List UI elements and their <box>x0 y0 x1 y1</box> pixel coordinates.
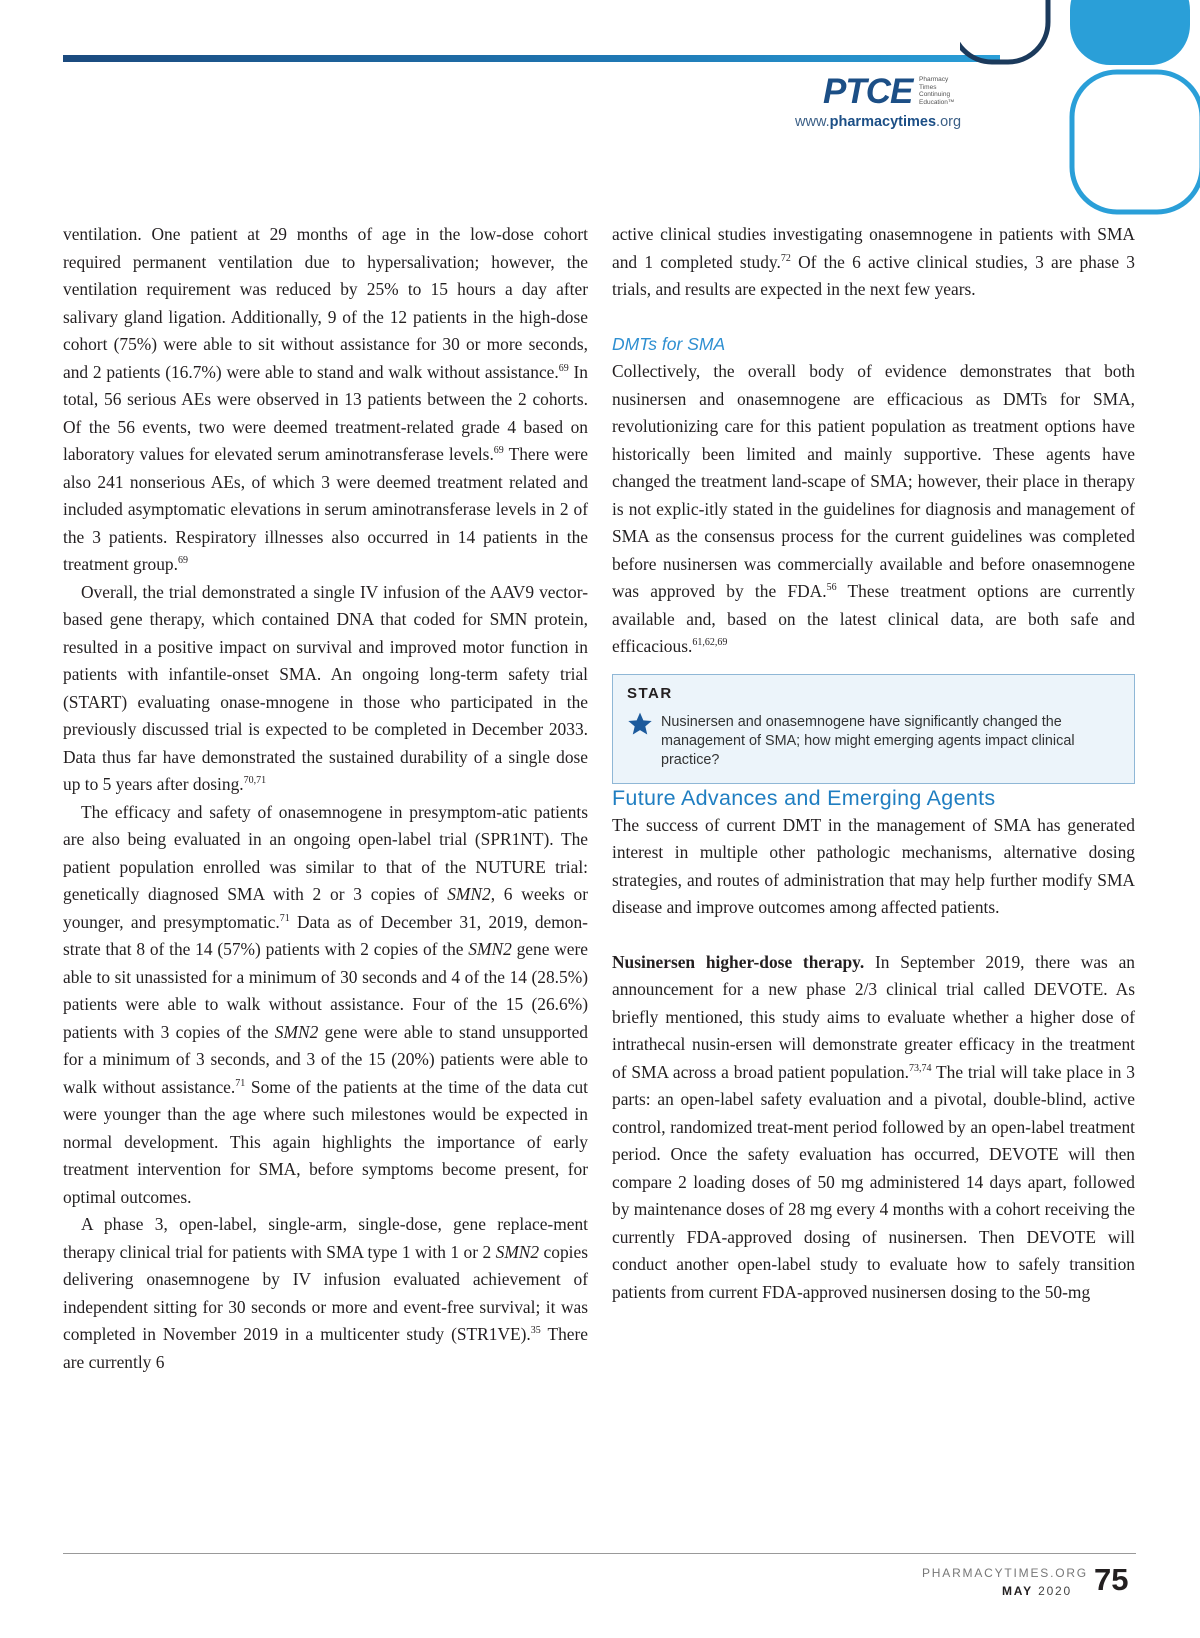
star-callout <box>612 674 1135 784</box>
reference: 35 <box>530 1325 541 1336</box>
ptce-logo <box>795 72 1033 134</box>
right-column <box>612 221 1135 1306</box>
gene-name: SMN2 <box>495 1241 540 1262</box>
star-icon <box>627 711 655 770</box>
footer-site: PHARMACYTIMES.ORG <box>922 1566 1088 1580</box>
left-column <box>63 221 588 1376</box>
paragraph: Collectively, the overall body of evidence demonstrates that both nusinersen and onasemnogene are efficacious as DMTs for SMA, revolutionizing care for this patient population as treatment options have historically been limited and mainly supportive. These agents have changed the treatment land-scape of SMA; however, their place in therapy is not explic-itly stated in the guidelines for diagnosis and management of SMA as the consensus process for the current guidelines was completed before nusinersen was commercially available and before onasemnogene was approved by the FDA.$^{56}$ These treatment options are currently available and, based on the latest clinical data, are both safe and efficacious.$^{61,62,69}$ <box>612 361 1135 656</box>
url-domain: pharmacytimes <box>829 114 937 130</box>
logo-sub-line: Times <box>919 83 937 91</box>
footer-month: MAY <box>1002 1584 1033 1598</box>
logo-sub-line: Pharmacy <box>919 76 949 83</box>
gene-name: SMN2 <box>468 939 512 959</box>
gene-name: SMN2 <box>447 884 491 904</box>
footer-rule <box>63 1553 1136 1554</box>
paragraph: A phase 3, open-label, single-arm, single-dose, gene replace-ment therapy clinical trial for patients with SMA type 1 with 1 or 2 SMN2 copies delivering onasemnogene by IV infusion evaluated achievement of independent sitting for 30 seconds or more and event-free survival; it was completed in November 2019 in a multicenter study (STR1VE).$^{35}$ There are currently 6 <box>63 1214 588 1372</box>
paragraph: Nusinersen higher-dose therapy. In September 2019, there was an announcement for a new phase 2/3 clinical trial called DEVOTE. As briefly mentioned, this study aims to evaluate whether a higher dose of intrathecal nusin-ersen will demonstrate greater efficacy in the treatment of SMA across a broad patient population.$^{73,74}$ The trial will take place in 3 parts: an open-label safety evaluation and a pivotal, double-blind, active control, randomized treat-ment period followed by an open-label treatment period. Once the safety evaluation has occurred, DEVOTE will then compare 2 loading doses of 50 mg administered 14 days apart, followed by maintenance doses of 28 mg every 4 months with a cohort receiving the currently FDA-approved dosing of nusinersen. Then DEVOTE will conduct another open-label study to evaluate how to safely transition patients from current FDA-approved nusinersen dosing to the 50-mg <box>612 951 1135 1302</box>
site-url[interactable] <box>795 114 961 130</box>
url-prefix: www. <box>795 114 830 130</box>
footer-issue-date <box>922 1584 1072 1598</box>
paragraph: The efficacy and safety of onasemnogene in presymptom-atic patients are also being evaluated in an ongoing open-label trial (SPR1NT). The patient population enrolled was similar to that of the NUTURE trial: genetically diagnosed SMA with 2 or 3 copies of SMN2, 6 weeks or younger, and presymptomatic.$^{71}$ Data as of December 31, 2019, demon-strate that 8 of the 14 (57%) patients with 2 copies of the SMN2 gene were able to sit unassisted for a minimum of 30 seconds and 4 of the 14 (28.5%) patients were able to walk without assistance. Four of the 15 (26.6%) patients with 3 copies of the SMN2 gene were able to stand unsupported for a minimum of 3 seconds, and 3 of the 15 (20%) patients were able to walk without assistance.$^{71}$ Some of the patients at the time of the data cut were younger than the age where such milestones would be expected in normal development. This again highlights the importance of early treatment intervention for SMA, before symptoms become present, for optimal outcomes. <box>63 801 588 1207</box>
reference: 69 <box>493 445 504 456</box>
run-in-heading: Nusinersen higher-dose therapy. <box>612 951 865 972</box>
reference: 56 <box>826 582 837 593</box>
reference: 71 <box>235 1077 246 1089</box>
gene-name: SMN2 <box>274 1021 319 1042</box>
url-suffix: .org <box>936 114 962 130</box>
header-rule <box>63 55 1000 62</box>
page-number: 75 <box>1094 1562 1129 1597</box>
reference: 72 <box>780 252 791 264</box>
paragraph: Overall, the trial demonstrated a single IV infusion of the AAV9 vector-based gene therapy, which contained DNA that coded for SMN protein, resulted in a positive impact on survival and improved motor function in patients with infantile-onset SMA. An ongoing long-term safety trial (START) evaluating onase-mnogene in those who participated in the previously discussed trial is expected to be completed in December 2033. Data thus far have demonstrated the sustained durability of a single dose up to 5 years after dosing.$^{70,71}$ <box>63 581 588 794</box>
star-text: Nusinersen and onasemnogene have significantly changed the management of SMA; how might emerging agents impact clinical practice? <box>661 713 1075 768</box>
logo-sub-line: Continuing <box>919 91 951 98</box>
logo-subtitle <box>919 76 979 106</box>
reference: 70,71 <box>243 775 267 786</box>
section-heading: Future Advances and Emerging Agents <box>612 785 996 810</box>
reference: 69 <box>177 555 188 566</box>
reference: 73,74 <box>909 1062 932 1074</box>
reference: 69 <box>558 362 569 374</box>
star-title: STAR <box>627 684 673 702</box>
footer-year: 2020 <box>1032 1584 1072 1598</box>
paragraph: active clinical studies investigating onasemnogene in patients with SMA and 1 completed study.$^{72}$ Of the 6 active clinical studies, 3 are phase 3 trials, and results are expected in the next few years. <box>612 224 1135 299</box>
reference: 61,62,69 <box>692 637 728 648</box>
paragraph: ventilation. One patient at 29 months of age in the low-dose cohort required permanent ventilation due to hypersalivation; however, the ventilation requirement was reduced by 25% to 15 hours a day after salivary gland ligation. Additionally, 9 of the 12 patients in the high-dose cohort (75%) were able to sit without assistance for 30 or more seconds, and 2 patients (16.7%) were able to stand and walk without assistance.$^{69}$ In total, 56 serious AEs were observed in 13 patients between the 2 cohorts. Of the 56 events, two were deemed treatment-related grade 4 based on laboratory values for elevated serum aminotransferase levels.$^{69}$ There were also 241 nonserious AEs, of which 3 were deemed treatment related and included asymptomatic elevations in serum aminotransferase levels in 2 of the 3 patients. Respiratory illnesses also occurred in 14 patients in the treatment group.$^{69}$ <box>63 224 588 574</box>
reference: 71 <box>279 912 290 924</box>
logo-sub-line: Education™ <box>919 98 955 106</box>
paragraph: The success of current DMT in the management of SMA has generated interest in multiple other pathologic mechanisms, alternative dosing strategies, and routes of administration that may help further modify SMA disease and improve outcomes among affected patients. <box>612 814 1135 917</box>
logo-mark: PTCE <box>823 72 913 111</box>
subheading: DMTs for SMA <box>612 333 726 354</box>
